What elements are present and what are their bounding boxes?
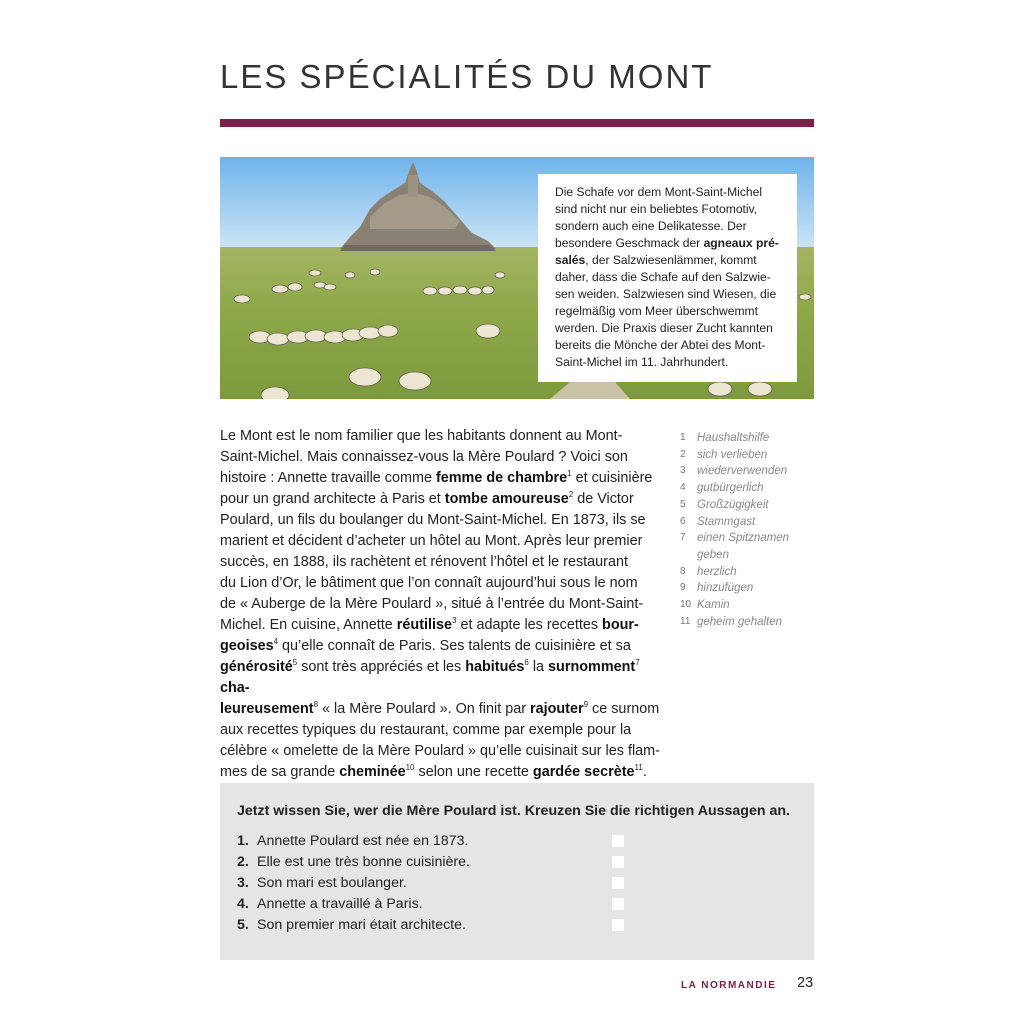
vocab-term: geoises — [220, 638, 274, 654]
glossary-number: 2 — [680, 448, 686, 460]
quiz-checkbox[interactable] — [612, 919, 624, 931]
photo-caption — [538, 174, 797, 382]
page-number: 23 — [797, 975, 814, 991]
glossary-number: 8 — [680, 565, 686, 577]
footnote-ref: 1 — [567, 469, 572, 479]
caption-line: Die Schafe vor dem Mont-Saint-Michel — [555, 185, 763, 199]
glossary-translation: Kamin — [697, 599, 730, 612]
quiz-checkbox[interactable] — [612, 877, 624, 889]
glossary-item — [680, 614, 820, 631]
glossary-item — [680, 547, 820, 564]
quiz-item-number: 3. — [237, 874, 249, 891]
body-line: marient et décident d’acheter un hôtel au Mont. Après leur premier — [220, 533, 643, 549]
glossary-item — [680, 463, 820, 480]
body-line: geoises$^4$ qu’elle connaît de Paris. Ses talents de cuisinière et sa — [220, 637, 631, 654]
vocab-term: gardée secrète — [532, 764, 635, 780]
caption-line: werden. Die Praxis dieser Zucht kannten — [555, 321, 773, 335]
body-line: générosité$^5$ sont très appréciés et les habitués$^6$ la surnomment$^7$ cha- — [220, 658, 640, 696]
footnote-ref: 2 — [568, 490, 574, 500]
glossary-item — [680, 480, 820, 497]
glossary-item — [680, 447, 820, 464]
glossary — [680, 430, 820, 630]
body-line: Le Mont est le nom familier que les habitants donnent au Mont- — [220, 428, 623, 444]
glossary-number: 4 — [680, 482, 686, 494]
glossary-number: 6 — [680, 515, 686, 527]
glossary-item — [680, 430, 820, 447]
glossary-translation: Großzügigkeit — [697, 498, 769, 511]
quiz-item-number: 5. — [237, 916, 249, 933]
body-line: du Lion d’Or, le bâtiment que l’on connaît aujourd’hui sous le nom — [220, 575, 638, 591]
caption-line: daher, dass die Schafe auf den Salzwie- — [555, 270, 771, 284]
caption-term: agneaux pré- — [703, 236, 779, 250]
quiz-checkbox[interactable] — [612, 898, 624, 910]
vocab-term: bour- — [602, 617, 639, 633]
vocab-term: tombe amoureuse — [444, 491, 569, 507]
glossary-number: 7 — [680, 532, 686, 544]
vocab-term: habitués — [465, 659, 525, 675]
caption-line: Saint-Michel im 11. Jahrhundert. — [555, 355, 729, 369]
footnote-ref: 10 — [405, 763, 415, 773]
glossary-item — [680, 514, 820, 531]
glossary-item — [680, 497, 820, 514]
body-line: Saint-Michel. Mais connaissez-vous la Mère Poulard ? Voici son — [220, 449, 628, 465]
footnote-ref: 5 — [292, 658, 298, 668]
body-line: pour un grand architecte à Paris et tombe amoureuse$^2$ de Victor — [220, 490, 634, 507]
quiz-item-text: Son premier mari était architecte. — [257, 916, 466, 933]
glossary-translation: herzlich — [697, 565, 737, 578]
glossary-number — [680, 547, 697, 564]
vocab-term: cheminée — [339, 764, 406, 780]
body-line: mes de sa grande cheminée$^{10}$ selon une recette gardée secrète$^{11}$. — [220, 763, 647, 780]
caption-line: regelmäßig vom Meer überschwemmt — [555, 304, 758, 318]
quiz-item — [237, 851, 796, 872]
quiz-item-number: 4. — [237, 895, 249, 912]
quiz-item — [237, 830, 796, 851]
glossary-translation: geben — [697, 548, 729, 561]
quiz-item-text: Son mari est boulanger. — [257, 874, 407, 891]
vocab-term: cha- — [220, 680, 250, 696]
footnote-ref: 8 — [313, 700, 319, 710]
glossary-translation: einen Spitznamen — [697, 532, 790, 545]
glossary-item — [680, 580, 820, 597]
glossary-item — [680, 597, 820, 614]
vocab-term: rajouter — [530, 701, 584, 717]
body-line: Michel. En cuisine, Annette réutilise$^3$ et adapte les recettes bour- — [220, 616, 639, 633]
quiz-checkbox[interactable] — [612, 856, 624, 868]
quiz-item-text: Annette a travaillé à Paris. — [257, 895, 423, 912]
vocab-term: femme de chambre — [435, 470, 568, 486]
body-line: succès, en 1888, ils rachètent et rénovent l’hôtel et le restaurant — [220, 554, 628, 570]
caption-line: sondern auch eine Delikatesse. Der — [555, 219, 747, 233]
glossary-translation: gutbürgerlich — [697, 482, 764, 495]
glossary-number: 11 — [680, 615, 691, 627]
caption-line: salés, der Salzwiesenlämmer, kommt — [555, 253, 757, 267]
glossary-item — [680, 530, 820, 547]
glossary-number: 9 — [680, 582, 686, 594]
glossary-translation: hinzufügen — [697, 582, 754, 595]
footnote-ref: 11 — [634, 763, 643, 773]
caption-line: besondere Geschmack der agneaux pré- — [555, 236, 779, 250]
glossary-translation: Haushaltshilfe — [697, 432, 770, 444]
title-rule — [220, 119, 814, 127]
footnote-ref: 6 — [524, 658, 529, 668]
quiz-item-number: 2. — [237, 853, 249, 870]
glossary-translation: geheim gehalten — [697, 615, 783, 628]
footnote-ref: 9 — [583, 700, 589, 710]
article-body — [220, 426, 665, 783]
footnote-ref: 7 — [635, 658, 640, 668]
glossary-translation: wiederverwenden — [697, 465, 788, 478]
body-line: Poulard, un fils du boulanger du Mont-Saint-Michel. En 1873, ils se — [220, 512, 646, 528]
footnote-ref: 3 — [452, 616, 457, 626]
body-line: de « Auberge de la Mère Poulard », situé à l’entrée du Mont-Saint- — [220, 596, 644, 612]
caption-term: salés — [555, 253, 586, 267]
caption-line: sind nicht nur ein beliebtes Fotomotiv, — [555, 202, 758, 216]
quiz-item — [237, 893, 796, 914]
quiz-item-number: 1. — [237, 832, 249, 849]
quiz-checkbox[interactable] — [612, 835, 624, 847]
glossary-item — [680, 564, 820, 581]
glossary-number: 1 — [680, 432, 686, 443]
vocab-term: surnomment — [548, 659, 636, 675]
vocab-term: réutilise — [396, 617, 452, 633]
quiz-item — [237, 872, 796, 893]
quiz-item-text: Annette Poulard est née en 1873. — [257, 832, 469, 849]
quiz-item — [237, 914, 796, 935]
vocab-term: leureusement — [220, 701, 314, 717]
page-title: LES SPÉCIALITÉS DU MONT — [220, 58, 714, 95]
glossary-number: 3 — [680, 465, 686, 477]
glossary-number: 10 — [680, 599, 692, 611]
glossary-translation: Stammgast — [697, 515, 756, 528]
body-line: aux recettes typiques du restaurant, comme par exemple pour la — [220, 722, 632, 738]
caption-line: sen weiden. Salzwiesen sind Wiesen, die — [555, 287, 777, 301]
body-line: histoire : Annette travaille comme femme de chambre$^1$ et cuisinière — [220, 469, 653, 486]
body-line: leureusement$^8$ « la Mère Poulard ». On finit par rajouter$^9$ ce surnom — [220, 700, 660, 717]
body-line: célèbre « omelette de la Mère Poulard » qu’elle cuisinait sur les flam- — [220, 743, 660, 759]
quiz-box — [220, 783, 814, 960]
quiz-item-text: Elle est une très bonne cuisinière. — [257, 853, 470, 870]
caption-line: bereits die Mönche der Abtei des Mont- — [555, 338, 766, 352]
footnote-ref: 4 — [273, 637, 279, 647]
vocab-term: générosité — [220, 659, 293, 675]
glossary-number: 5 — [680, 498, 686, 510]
glossary-translation: sich verlieben — [697, 448, 768, 461]
quiz-instruction: Jetzt wissen Sie, wer die Mère Poulard ist. Kreuzen Sie die richtigen Aussagen an. — [237, 803, 790, 819]
section-label: LA NORMANDIE — [681, 980, 777, 991]
